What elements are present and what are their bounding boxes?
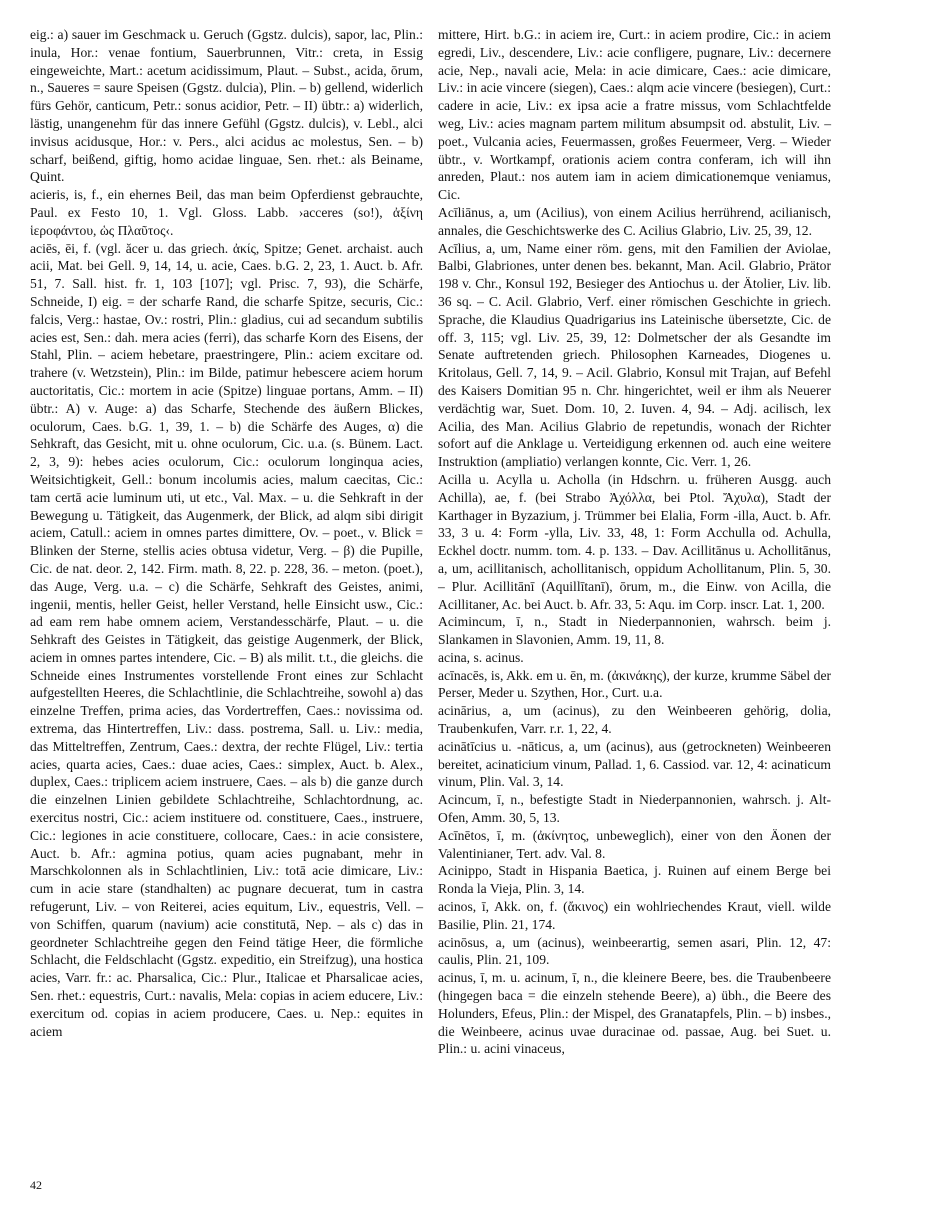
entry-acinosus: acinōsus, a, um (acinus), weinbeerartig, semen asari, Plin. 12, 47: caulis, Plin. 21, 109.	[438, 934, 831, 968]
entry-acinaces: acīnacēs, is, Akk. em u. ēn, m. (ἀκινάκης), der kurze, krumme Säbel der Perser, Meder u. Szythen, Hor., Curt. u.a.	[438, 667, 831, 701]
entry-acinaticius: acinātīcius u. -nāticus, a, um (acinus), aus (getrockneten) Weinbeeren bereitet, acinaticium vinum, Pallad. 1, 6. Cassiod. var. 12, 4: acinaticum vinum, Plin. Val. 3, 14.	[438, 738, 831, 790]
entry-acinarius: acinārius, a, um (acinus), zu den Weinbeeren gehörig, dolia, Traubenkufen, Varr. r.r. 1, 22, 4.	[438, 703, 831, 737]
entry-acies: aciēs, ēi, f. (vgl. ăcer u. das griech. ἀκίς, Spitze; Genet. archaist. auch acii, Mat. bei Gell. 9, 14, 14, u. acie, Caes. b.G. 2, 23, 1. Auct. b. Afr. 51, 7. Sall. hist. fr. 1, 103 [107]; vgl. Prisc. 7, 93), die Schärfe, Schneide, I) eig. = der scharfe Rand, die scharfe Spitze, securis, Cic.: falcis, Verg.: hastae, Ov.: rostri, Plin.: gladius, cui ad secandum subtilis acies est, Sen.: dah. mera acies (ferri), das scharfe Korn des Eisens, der Stahl, Plin. – aciem hebetare, praestringere, Plin.: aciem excitare od. trahere (v. Wetzstein), Plin.: im Bilde, patimur hebescere aciem horum auctoritatis, Cic.: mortem in acie (Spitze) linguae portans, Amm. – II) übtr.: A) v. Auge: a) das Scharfe, Stechende des äußern Blickes, oculorum, Caes. b.G. 1, 39, 1. – b) die Schärfe des Auges, α) die Sehkraft, das Gesicht, mit u. ohne oculorum, Cic. u.a. (s. Bünem. Lact. 2, 3, 9): hebes acies oculorum, Cic.: oculorum longinqua acies, Weitsichtigkeit, Gell.: bonum incolumis acies, malum caecitas, Cic.: tam certā acie luminum uti, ut etc., Val. Max. – u. die Sehkraft in der Bewegung u. Tätigkeit, das Augenmerk, der Blick, ad alqm sibi dirigit aciem, Catull.: aciem in omnes partes dimittere, Ov. – poet., v. Blick = Blinken der Sterne, stellis acies obtusa videtur, Verg. – β) die Pupille, Cic. de nat. deor. 2, 142. Firm. math. 8, 22. p. 228, 36. – meton. (poet.), das Auge, Verg. u.a. – c) die Schärfe, Sehkraft des Geistes, animi, ingenii, mentis, heller Geist, heller Verstand, helle Einsicht usw., Cic.: ad eam rem habe omnem aciem, Verstandesschärfe, Plaut. – u. die Sehkraft des Geistes in Tätigkeit, das geistige Augenmerk, der Blick, aciem in omnes partes intendere, Cic. – B) als milit. t.t., die gleichs. die Schneide eines Instrumentes vorstellende Front eines zur Schlacht aufgestellten Heeres, die Schlachtlinie, die Schlachtreihe, sowohl a) das einzelne Treffen, prima acies, das Vordertreffen, Caes.: novissima od. extrema, das Hintertreffen, Liv.: dass. postrema, Sall. u. Liv.: media, das Mitteltreffen, Zentrum, Caes.: dextra, der rechte Flügel, Liv.: tertia acies, quarta acies, Caes.: duae acies, Caes.: simplex, Auct. b. Alex., duplex, Caes.: triplicem aciem instruere, Caes. – als b) die ganze durch die einzelnen Linien gebildete Schlachtreihe, Schlachtordnung, ac. exercitus nostri, Cic.: aciem instituere od. constituere, Caes., instruere, Cic.: legiones in acie constituere, collocare, Caes.: in acie consistere, Auct. b. Afr.: agmina potius, quam acies pugnabant, mehr in Marschkolonnen als in Schlachtlinien, Liv.: totā acie dimicare, Liv.: cum in acie stare (standhalten) ac pugnare decuerat, tum in castra refugerunt, Liv. – von Reiterei, acies equitum, Liv., equestris, Vell. – von Schiffen, quarum (navium) acie constitutā, Nep. – als c) das in geordneter Schlachtreihe gegen den Feind tätige Heer, die förmliche Schlacht, die Feldschlacht (Ggstz. expeditio, ein Streifzug), una hostica acies, Varr. fr.: ac. Pharsalica, Cic.: Plur., Italicae et Pharsalicae acies, Sen. rhet.: equestris, Curt.: navalis, Mela: copias in aciem educere, Liv.: exercitum od. copias in aciem producere, Caes. u. Nep.: equites in aciem	[30, 240, 423, 1039]
right-column	[438, 26, 831, 1058]
entry-acinippo: Acinippo, Stadt in Hispania Baetica, j. Ruinen auf einem Berge bei Ronda la Vieja, Plin. 3, 14.	[438, 863, 831, 897]
entry-acies-continued: mittere, Hirt. b.G.: in aciem ire, Curt.: in aciem prodire, Cic.: in aciem egredi, Liv., descendere, Liv.: acie confligere, pugnare, Liv.: decernere acie, Nep., navali acie, Mela: in acie dimicare, Caes.: acie dimicare, Liv.: in acie vincere (siegen), Caes.: alqm acie vincere (besiegen), Curt.: cadere in acie, Liv.: ex ipsa acie a fratre missus, vom Schlachtfelde weg, Liv.: acies magnam partem militum absumpsit od. abstulit, Liv. – poet., Vulcania acies, Feuermassen, großes Feuermeer, Verg. – Wieder übtr., v. Wortkampf, orationis aciem contra conferam, ich will ihn anreden, Plaut.: nos autem iam in aciem dimicationemque veniamus, Cic.	[438, 27, 831, 203]
entry-acinus: acinus, ī, m. u. acinum, ī, n., die kleinere Beere, bes. die Traubenbeere (hingegen baca = die einzeln stehende Beere), a) übh., die Beere des Holunders, Efeus, Plin.: der Mispel, des Granatapfels, Plin. – b) insbes., die Weinbeere, acinus uvae duracinae od. passae, Aug. bei Suet. u. Plin.: u. acini vinaceus,	[438, 970, 831, 1057]
entry-acina: acina, s. acinus.	[438, 649, 524, 665]
entry-acincum: Acincum, ī, n., befestigte Stadt in Niederpannonien, wahrsch. j. Alt-Ofen, Amm. 30, 5, 13.	[438, 792, 831, 826]
entry-acieris: acieris, is, f., ein ehernes Beil, das man beim Opferdienst gebrauchte, Paul. ex Festo 10, 1. Vgl. Gloss. Labb. ›acceres (so!), ἀξίνη ἱεροφάντου, ὡς Πλαῦτος‹.	[30, 187, 423, 238]
entry-acidus-continued: eig.: a) sauer im Geschmack u. Geruch (Ggstz. dulcis), sapor, lac, Plin.: inula, Hor.: venae fontium, Sauerbrunnen, Vitr.: creta, in Essig eingeweichte, Mart.: acetum acidissimum, Plaut. – Subst., acida, ōrum, n., Saueres = saure Speisen (Ggstz. dulcia), Plin. – b) gellend, widerlich fürs Gehör, canticum, Petr.: sonus acidior, Petr. – II) übtr.: a) widerlich, lästig, unangenehm für das innere Gefühl (Ggstz. dulcis), v. Lebl., alci invisus acidusque, Hor.: v. Pers., alci acidus ac molestus, Sen. – b) scharf, beißend, giftig, homo acidae linguae, Sen. rhet.: als Beiname, Quint.	[30, 27, 423, 185]
entry-acinetos: Acīnētos, ī, m. (ἀκίνητος, unbeweglich), einer von den Äonen der Valentinianer, Tert. adv. Val. 8.	[438, 827, 831, 861]
page-number: 42	[30, 1178, 42, 1192]
entry-acilianus: Acīliānus, a, um (Acilius), von einem Acilius herrührend, acilianisch, annales, die Geschichtswerke des C. Acilius Glabrio, Liv. 25, 39, 12.	[438, 204, 831, 238]
entry-acilius: Acīlius, a, um, Name einer röm. gens, mit den Familien der Aviolae, Balbi, Glabriones, unter denen bes. bekannt, Man. Acil. Glabrio, Prätor 198 v. Chr., Konsul 192, Besieger des Antiochus u. der Ätolier, Liv. lib. 36 sq. – C. Acil. Glabrio, Verf. einer römischen Geschichte in griech. Sprache, die Klaudius Quadrigarius ins Lateinische übersetzte, Cic. de off. 3, 115; vgl. Liv. 25, 39, 12: Dolmetscher der als Gesandte im Senate auftretenden griech. Philosophen Karneades, Diogenes u. Kritolaus, Gell. 7, 14, 9. – Acil. Glabrio, Konsul mit Trajan, auf Befehl des Kaisers Domitian 95 n. Chr. hingerichtet, weil er ihm als Neuerer verdächtig war, Suet. Dom. 10, 2. Iuven. 4, 94. – Adj. acilisch, lex Acilia, des Man. Acilius Glabrio de repetundis, wonach der Richter sofort auf die Anklage u. Verteidigung erkennen od. auch eine weitere Instruktion (ampliatio) verlangen konnte, Cic. Verr. 1, 26.	[438, 240, 831, 470]
left-column	[30, 26, 423, 1040]
entry-acilla: Acilla u. Acylla u. Acholla (in Hdschrn. u. früheren Ausgg. auch Achilla), ae, f. (bei Strabo Ἀχόλλα, bei Ptol. Ἄχυλα), Stadt der Karthager in Byzazium, j. Trümmer bei Elalia, Form -illa, Auct. b. Afr. 33, 3 u. 4: Form -ylla, Liv. 33, 48, 1: Form Acchulla od. Achulla, Eckhel doctr. numm. tom. 4. p. 133. – Dav. Acillitānus u. Achollitānus, a, um, acillitanisch, achollitanisch, oppidum Achollitanum, Plin. 5, 30. – Plur. Acillitānī (Aquillītanī), ōrum, m., die Einw. von Acilla, die Acillitaner, Ac. bei Auct. b. Afr. 33, 5: Aqu. im Corp. inscr. Lat. 1, 200.	[438, 471, 831, 612]
entry-acimincum: Acimincum, ī, n., Stadt in Niederpannonien, wahrsch. beim j. Slankamen in Slavonien, Amm. 19, 11, 8.	[438, 614, 831, 648]
entry-acinos: acinos, ī, Akk. on, f. (ἄκινος) ein wohlriechendes Kraut, viell. wilde Basilie, Plin. 21, 174.	[438, 899, 831, 932]
